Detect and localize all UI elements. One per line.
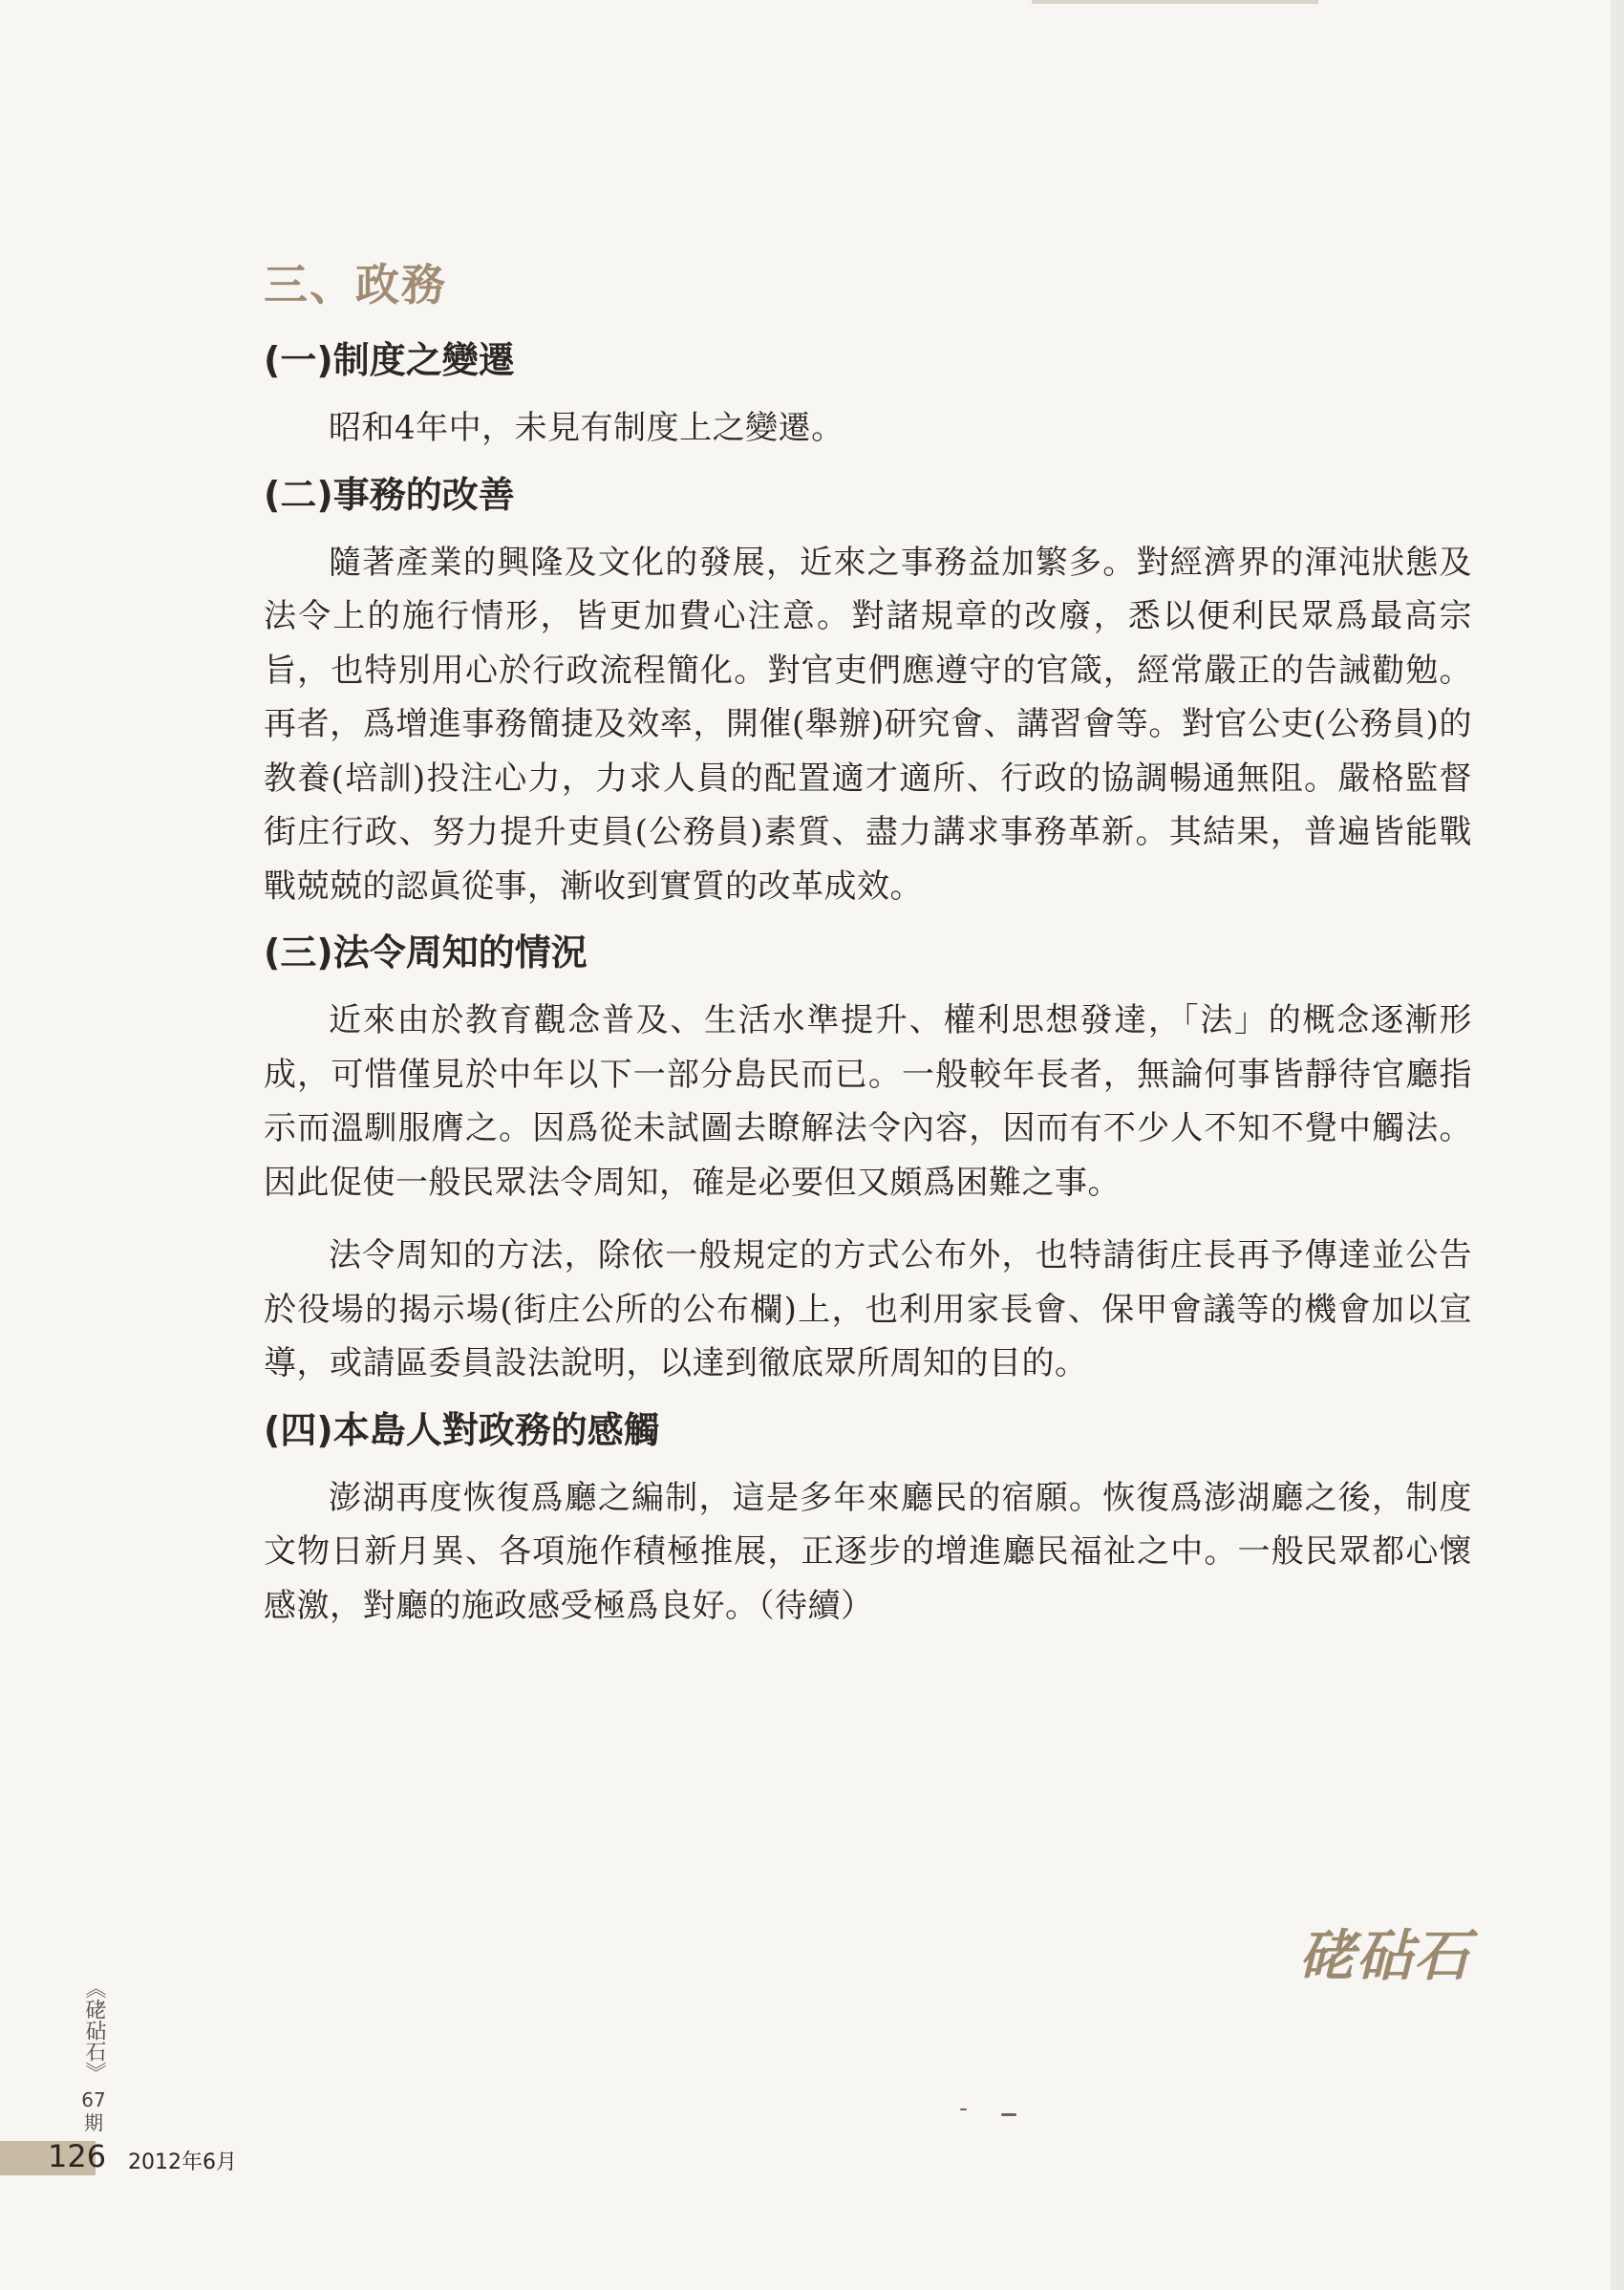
issue-date: 2012年6月 <box>128 2151 237 2174</box>
scan-edge <box>1611 0 1624 2290</box>
article-body <box>264 336 1472 1648</box>
sidebar-issue-label <box>75 1978 113 2134</box>
magazine-logo: 硓砧石 <box>1299 1923 1472 1988</box>
paragraph: 近來由於教育觀念普及、生活水準提升、權利思想發達，「法」的概念逐漸形成，可惜僅見於中年以下一部分島民而已。一般較年長者，無論何事皆靜待官廳指示而溫馴服膺之。因爲從未試圖去瞭解法令內容，因而有不少人不知不覺中觸法。因此促使一般民眾法令周知，確是必要但又頗爲困難之事。 <box>264 1001 1472 1202</box>
top-rule <box>1032 0 1318 4</box>
subsection-heading: (四)本島人對政務的感觸 <box>264 1408 660 1451</box>
subsection-3 <box>264 929 1472 1391</box>
issue-number: 67期 <box>81 2088 106 2134</box>
subsection-heading: (二)事務的改善 <box>264 473 515 516</box>
subsection-heading: (一)制度之變遷 <box>264 339 515 381</box>
paragraph: 昭和4年中，未見有制度上之變遷。 <box>329 409 844 447</box>
magazine-title: 《硓砧石》 <box>82 1978 106 2083</box>
subsection-2 <box>264 471 1472 914</box>
scan-speck <box>1001 2113 1016 2116</box>
paragraph: 隨著產業的興隆及文化的發展，近來之事務益加繁多。對經濟界的渾沌狀態及法令上的施行情形，皆更加費心注意。對諸規章的改廢，悉以便利民眾爲最高宗旨，也特別用心於行政流程簡化。對官吏們應遵守的官箴，經常嚴正的告誡勸勉。再者，爲增進事務簡捷及效率，開催(舉辦)研究會、講習會等。對官公吏(公務員)的教養(培訓)投注心力，力求人員的配置適才適所、行政的協調暢通無阻。嚴格監督街庄行政、努力提升吏員(公務員)素質、盡力講求事務革新。其結果，普遍皆能戰戰兢兢的認眞從事，漸收到實質的改革成效。 <box>264 543 1472 906</box>
section-title: 三、政務 <box>264 259 447 310</box>
paragraph: 澎湖再度恢復爲廳之編制，這是多年來廳民的宿願。恢復爲澎湖廳之後，制度文物日新月異、各項施作積極推展，正逐步的增進廳民福祉之中。一般民眾都心懷感激，對廳的施政感受極爲良好。（待續） <box>264 1478 1472 1625</box>
scan-speck <box>960 2108 967 2110</box>
subsection-4 <box>264 1406 1472 1634</box>
page-number: 126 <box>48 2138 107 2174</box>
subsection-heading: (三)法令周知的情況 <box>264 931 588 974</box>
paragraph: 法令周知的方法，除依一般規定的方式公布外，也特請街庄長再予傳達並公告於役場的揭示場(街庄公所的公布欄)上，也利用家長會、保甲會議等的機會加以宣導，或請區委員設法說明，以達到徹底眾所周知的目的。 <box>264 1236 1472 1382</box>
subsection-1 <box>264 336 1472 456</box>
